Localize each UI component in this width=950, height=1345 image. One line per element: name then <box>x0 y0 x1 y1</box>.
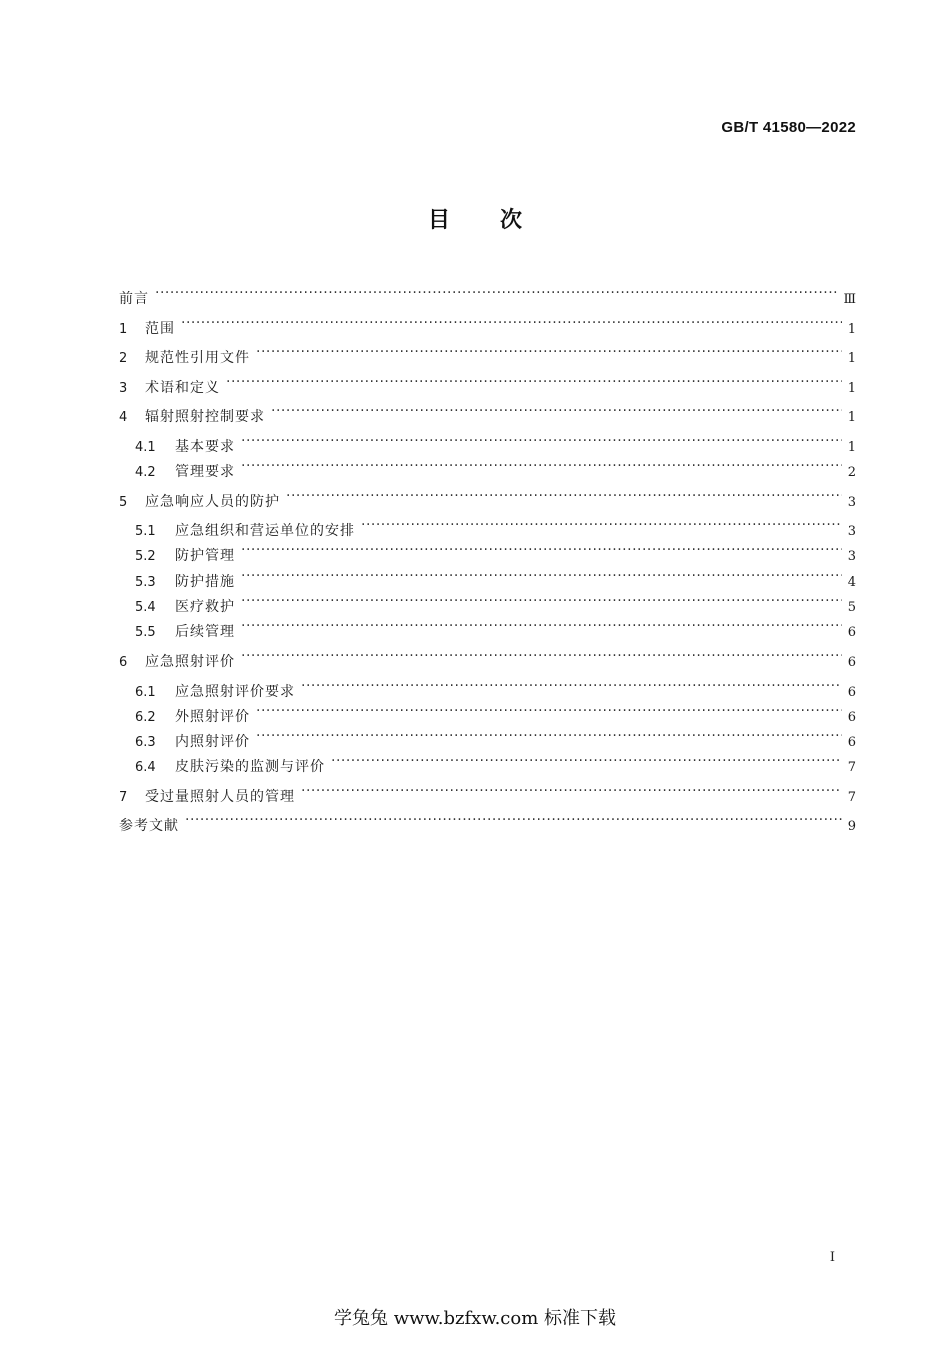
toc-entry-label: 内照射评价 <box>175 734 250 750</box>
toc-entry[interactable] <box>119 810 856 837</box>
toc-entry-page: 1 <box>847 410 856 425</box>
toc-entry-number: 6 <box>119 655 128 670</box>
toc-entry[interactable] <box>119 401 856 428</box>
toc-entry-number: 4.2 <box>135 465 156 480</box>
toc-entry[interactable] <box>119 515 856 542</box>
toc-entry-number: 6.4 <box>135 760 156 775</box>
toc-entry-label: 应急照射评价 <box>145 654 235 670</box>
toc-entry[interactable] <box>119 283 856 310</box>
watermark-footer: 学兔兔 www.bzfxw.com 标准下载 <box>333 1308 617 1329</box>
toc-entry-page: 2 <box>847 465 856 480</box>
toc-entry-label: 防护管理 <box>175 548 235 564</box>
toc-dot-leader <box>241 616 842 636</box>
toc-entry-page: 1 <box>847 381 856 396</box>
toc-entry-page: 1 <box>847 351 856 366</box>
toc-dot-leader <box>256 342 842 362</box>
toc-dot-leader <box>256 726 842 746</box>
toc-entry-page: 6 <box>847 710 856 725</box>
toc-entry[interactable] <box>119 646 856 673</box>
toc-entry-label: 医疗救护 <box>175 599 235 615</box>
toc-entry-number: 4 <box>119 410 128 425</box>
toc-entry-page: 6 <box>847 735 856 750</box>
toc-entry[interactable] <box>119 701 856 728</box>
toc-entry-page: 7 <box>847 790 856 805</box>
toc-entry[interactable] <box>119 676 856 703</box>
toc-entry-number: 6.2 <box>135 710 156 725</box>
toc-entry[interactable] <box>119 726 856 753</box>
toc-entry[interactable] <box>119 781 856 808</box>
toc-entry[interactable] <box>119 616 856 643</box>
toc-dot-leader <box>301 781 842 801</box>
toc-entry-page: 6 <box>847 625 856 640</box>
toc-entry[interactable] <box>119 591 856 618</box>
toc-entry-label: 基本要求 <box>175 439 235 455</box>
toc-entry-label: 受过量照射人员的管理 <box>145 789 295 805</box>
toc-entry-label: 辐射照射控制要求 <box>145 409 265 425</box>
toc-dot-leader <box>241 540 842 560</box>
toc-entry-number: 5 <box>119 495 128 510</box>
toc-entry-label: 参考文献 <box>119 818 179 834</box>
toc-entry-number: 5.5 <box>135 625 156 640</box>
toc-dot-leader <box>155 283 839 303</box>
toc-entry-number: 5.1 <box>135 524 156 539</box>
toc-entry-label: 应急响应人员的防护 <box>145 494 280 510</box>
standard-code: GB/T 41580—2022 <box>721 119 856 136</box>
toc-entry[interactable] <box>119 486 856 513</box>
toc-entry[interactable] <box>119 566 856 593</box>
page-number: I <box>829 1250 835 1265</box>
toc-dot-leader <box>185 810 842 830</box>
toc-entry-page: 6 <box>847 685 856 700</box>
toc-entry-number: 6.1 <box>135 685 156 700</box>
toc-entry-label: 管理要求 <box>175 464 235 480</box>
toc-entry-number: 2 <box>119 351 128 366</box>
toc-dot-leader <box>256 701 842 721</box>
toc-entry-number: 5.4 <box>135 600 156 615</box>
toc-entry-page: 9 <box>847 819 856 834</box>
toc-entry-label: 前言 <box>119 291 149 307</box>
toc-dot-leader <box>241 431 842 451</box>
toc-entry-page: 5 <box>847 600 856 615</box>
toc-entry-label: 外照射评价 <box>175 709 250 725</box>
toc-entry[interactable] <box>119 313 856 340</box>
toc-entry-number: 4.1 <box>135 440 156 455</box>
toc-entry-number: 5.3 <box>135 575 156 590</box>
toc-entry-page: 1 <box>847 322 856 337</box>
toc-entry-label: 规范性引用文件 <box>145 350 250 366</box>
toc-dot-leader <box>286 486 842 506</box>
toc-entry-page: 3 <box>847 495 856 510</box>
toc-entry[interactable] <box>119 431 856 458</box>
toc-dot-leader <box>241 646 842 666</box>
toc-entry-label: 防护措施 <box>175 574 235 590</box>
toc-entry-label: 术语和定义 <box>145 380 220 396</box>
toc-entry-page: 3 <box>847 549 856 564</box>
toc-entry-number: 1 <box>119 322 128 337</box>
toc-dot-leader <box>241 456 842 476</box>
toc-entry-page: 6 <box>847 655 856 670</box>
toc-entry-page: 1 <box>847 440 856 455</box>
toc-dot-leader <box>241 566 842 586</box>
toc-entry[interactable] <box>119 540 856 567</box>
toc-entry-page: 3 <box>847 524 856 539</box>
toc-entry[interactable] <box>119 751 856 778</box>
toc-entry-number: 7 <box>119 790 128 805</box>
toc-dot-leader <box>331 751 842 771</box>
toc-entry-label: 范围 <box>145 321 175 337</box>
toc-dot-leader <box>361 515 842 535</box>
toc-entry-number: 3 <box>119 381 128 396</box>
toc-entry-page: 4 <box>847 575 856 590</box>
toc-entry[interactable] <box>119 456 856 483</box>
toc-entry-number: 6.3 <box>135 735 156 750</box>
toc-entry-label: 应急照射评价要求 <box>175 684 295 700</box>
toc-entry-page: 7 <box>847 760 856 775</box>
toc-entry[interactable] <box>119 342 856 369</box>
toc-dot-leader <box>181 313 842 333</box>
toc-dot-leader <box>301 676 842 696</box>
toc-entry-label: 应急组织和营运单位的安排 <box>175 523 355 539</box>
toc-entry-page: Ⅲ <box>843 292 856 307</box>
toc-dot-leader <box>241 591 842 611</box>
toc-dot-leader <box>271 401 842 421</box>
toc-entry-label: 后续管理 <box>175 624 235 640</box>
toc-entry-number: 5.2 <box>135 549 156 564</box>
toc-entry-label: 皮肤污染的监测与评价 <box>175 759 325 775</box>
page-title: 目次 <box>427 208 572 233</box>
toc-entry[interactable] <box>119 372 856 399</box>
toc-dot-leader <box>226 372 842 392</box>
